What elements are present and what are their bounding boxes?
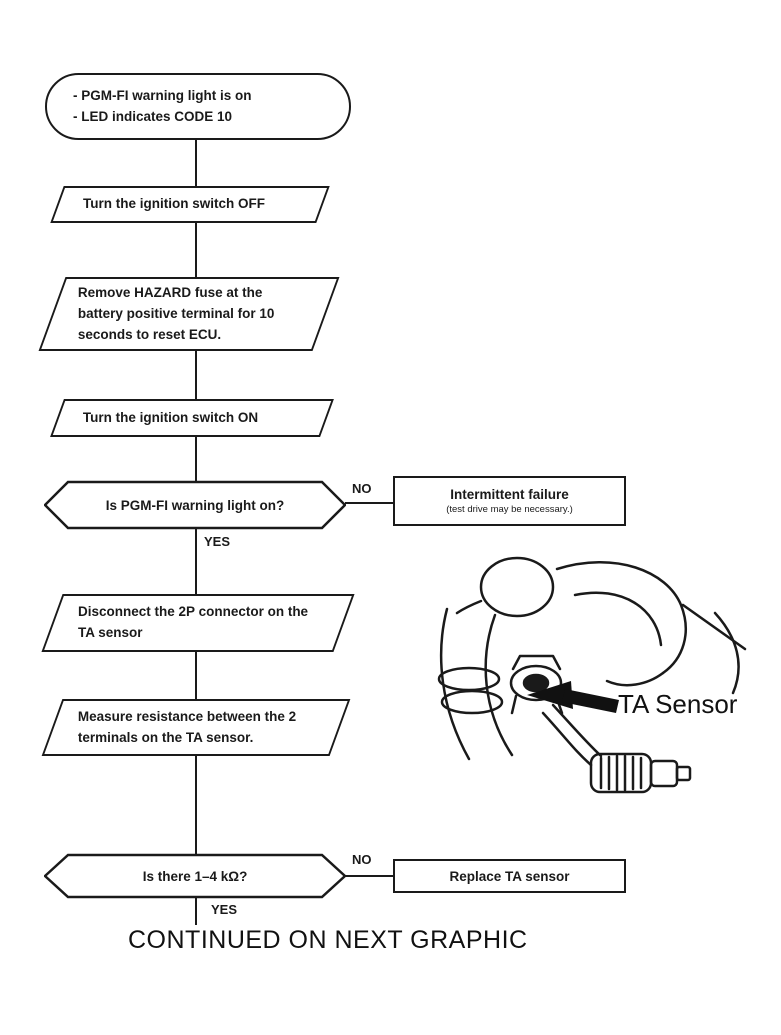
process-disconnect-connector: [41, 594, 354, 652]
process-ignition-on-label: Turn the ignition switch ON: [83, 409, 259, 425]
result-intermittent-title: Intermittent failure: [450, 487, 569, 502]
continued-footer: CONTINUED ON NEXT GRAPHIC: [128, 926, 528, 954]
result-replace-sensor-label: Replace TA sensor: [449, 868, 570, 884]
connector-no-1: [345, 502, 393, 504]
process-measure-resistance-label: Measure resistance between the 2 terminals on the TA sensor.: [78, 708, 297, 745]
branch-yes-1: YES: [204, 534, 231, 549]
connector-no-2: [345, 875, 393, 877]
result-intermittent-note: (test drive may be necessary.): [446, 504, 573, 515]
branch-no-1: NO: [352, 481, 372, 496]
connector-main-vertical: [195, 139, 197, 925]
start-line-2: - LED indicates CODE 10: [73, 108, 233, 124]
decision-resistance: [44, 853, 346, 899]
start-node: [45, 73, 351, 140]
result-replace-sensor: [393, 859, 626, 893]
process-ignition-on: [50, 399, 334, 437]
result-intermittent-failure: [393, 476, 626, 526]
process-remove-fuse-label: Remove HAZARD fuse at the battery positive terminal for 10 seconds to reset ECU.: [78, 284, 275, 342]
process-ignition-off: [50, 186, 329, 223]
process-remove-fuse: [39, 277, 340, 351]
branch-no-2: NO: [352, 852, 372, 867]
decision-resistance-label: Is there 1–4 kΩ?: [142, 868, 248, 884]
decision-warning-light: [44, 480, 346, 530]
branch-yes-2: YES: [211, 902, 238, 917]
process-disconnect-connector-label: Disconnect the 2P connector on the TA sensor: [78, 604, 309, 640]
start-line-1: - PGM-FI warning light is on: [73, 88, 252, 104]
decision-warning-light-label: Is PGM-FI warning light on?: [105, 497, 285, 513]
ta-sensor-callout-label: TA Sensor: [618, 689, 738, 719]
process-ignition-off-label: Turn the ignition switch OFF: [83, 196, 265, 212]
process-measure-resistance: [42, 699, 351, 756]
